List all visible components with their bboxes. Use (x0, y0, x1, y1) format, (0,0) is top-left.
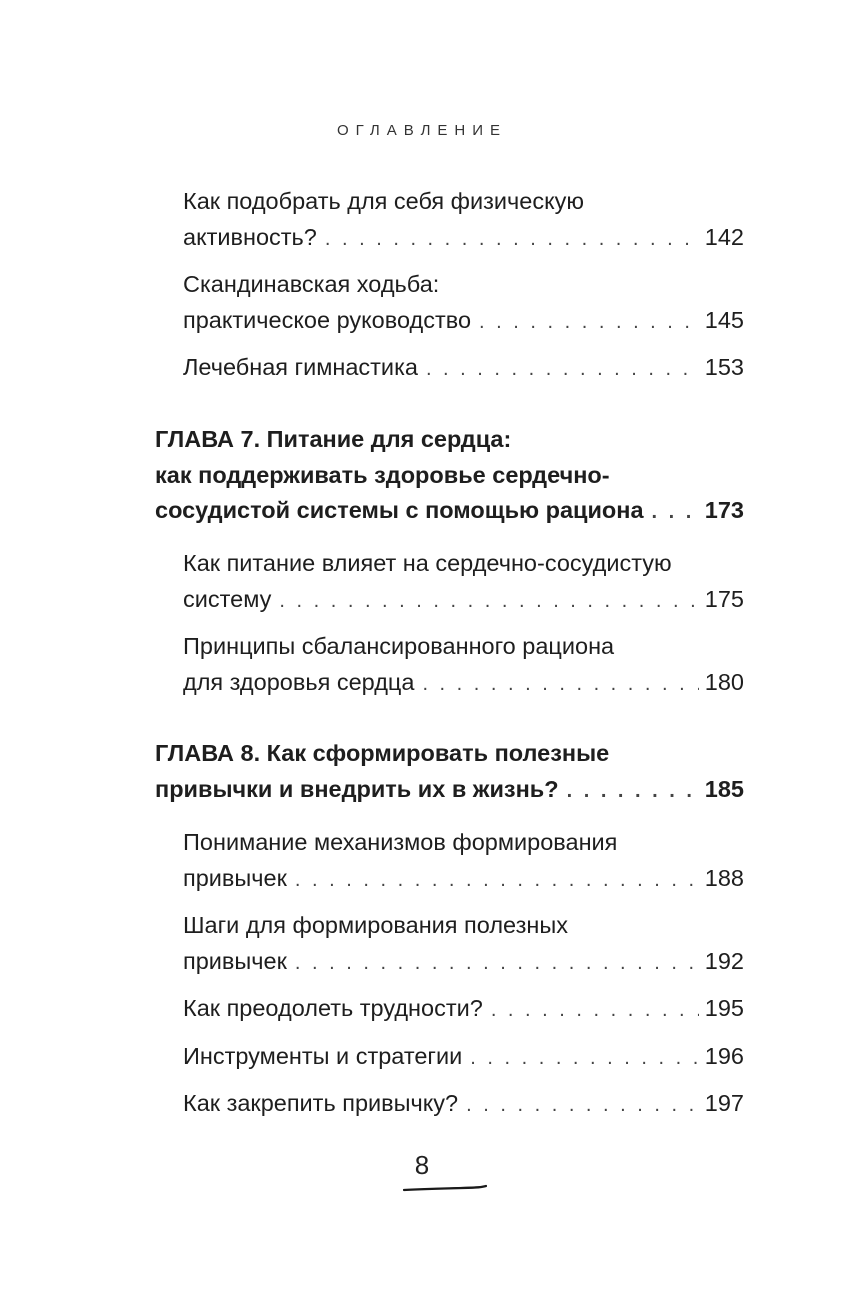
toc-entry[interactable] (183, 222, 744, 254)
dot-leader (567, 776, 699, 806)
toc-entry-text: Как закрепить привычку? (183, 1090, 459, 1116)
toc-entry-text: систему (183, 586, 272, 612)
dot-leader (426, 354, 699, 384)
toc-page-number: 185 (704, 776, 744, 802)
toc-entry[interactable] (183, 863, 744, 895)
toc-page-number: 153 (704, 354, 744, 380)
toc-chapter-entry[interactable] (155, 774, 744, 806)
toc-entry-text: Принципы сбалансированного рациона (183, 633, 615, 659)
chapter-title: ГЛАВА 7. Питание для сердца: (155, 426, 512, 452)
dot-leader (279, 586, 698, 616)
dot-leader (325, 224, 699, 254)
toc-entry-text: практическое руководство (183, 307, 472, 333)
chapter-title: сосудистой системы с помощью рациона (155, 497, 644, 523)
dot-leader (422, 669, 698, 699)
dot-leader (652, 497, 699, 527)
toc-entry-text: для здоровья сердца (183, 669, 415, 695)
toc-entry[interactable] (183, 305, 744, 337)
dot-leader (491, 995, 699, 1025)
toc-entry-text: привычек (183, 948, 287, 974)
toc-page-number: 197 (704, 1090, 744, 1116)
toc-entry-text: привычек (183, 865, 287, 891)
chapter-title: ГЛАВА 8. Как сформировать полезные (155, 740, 610, 766)
toc-entry[interactable] (183, 1088, 744, 1120)
dot-leader (479, 307, 699, 337)
dot-leader (470, 1043, 699, 1073)
toc-chapter-entry[interactable] (155, 495, 744, 527)
toc-entry-text: Как подобрать для себя физическую (183, 188, 585, 214)
chapter-title: привычки и внедрить их в жизнь? (155, 776, 559, 802)
dot-leader (466, 1090, 699, 1120)
toc-page-number: 196 (704, 1043, 744, 1069)
toc-entry[interactable] (183, 946, 744, 978)
toc-entry-text: Понимание механизмов формирования (183, 829, 618, 855)
toc-entry[interactable] (183, 1041, 744, 1073)
toc-page-number: 180 (704, 669, 744, 695)
chapter-title: как поддерживать здоровье сердечно- (155, 462, 610, 488)
toc-entry-text: активность? (183, 224, 317, 250)
toc-entry[interactable] (183, 667, 744, 699)
toc-page-number: 175 (704, 586, 744, 612)
dot-leader (295, 865, 699, 895)
toc-entry-text: Лечебная гимнастика (183, 354, 418, 380)
toc-page-number: 195 (704, 995, 744, 1021)
toc-entry[interactable] (183, 993, 744, 1025)
toc-entry-text: Инструменты и стратегии (183, 1043, 463, 1069)
toc-page-number: 192 (704, 948, 744, 974)
toc-entry-text: Скандинавская ходьба: (183, 271, 440, 297)
toc-entry-text: Шаги для формирования полезных (183, 912, 568, 938)
page-number-underline (403, 1184, 487, 1192)
toc-entry[interactable] (183, 352, 744, 384)
toc-entry-text: Как питание влияет на сердечно-сосудистую (183, 550, 672, 576)
toc-page-number: 188 (704, 865, 744, 891)
dot-leader (295, 948, 699, 978)
running-head: ОГЛАВЛЕНИЕ (336, 122, 508, 139)
toc-page-number: 173 (704, 497, 744, 523)
page-number: 8 (414, 1150, 430, 1180)
toc-entry[interactable] (183, 584, 744, 616)
toc-entry-text: Как преодолеть трудности? (183, 995, 483, 1021)
toc-page-number: 145 (704, 307, 744, 333)
toc-page-number: 142 (704, 224, 744, 250)
